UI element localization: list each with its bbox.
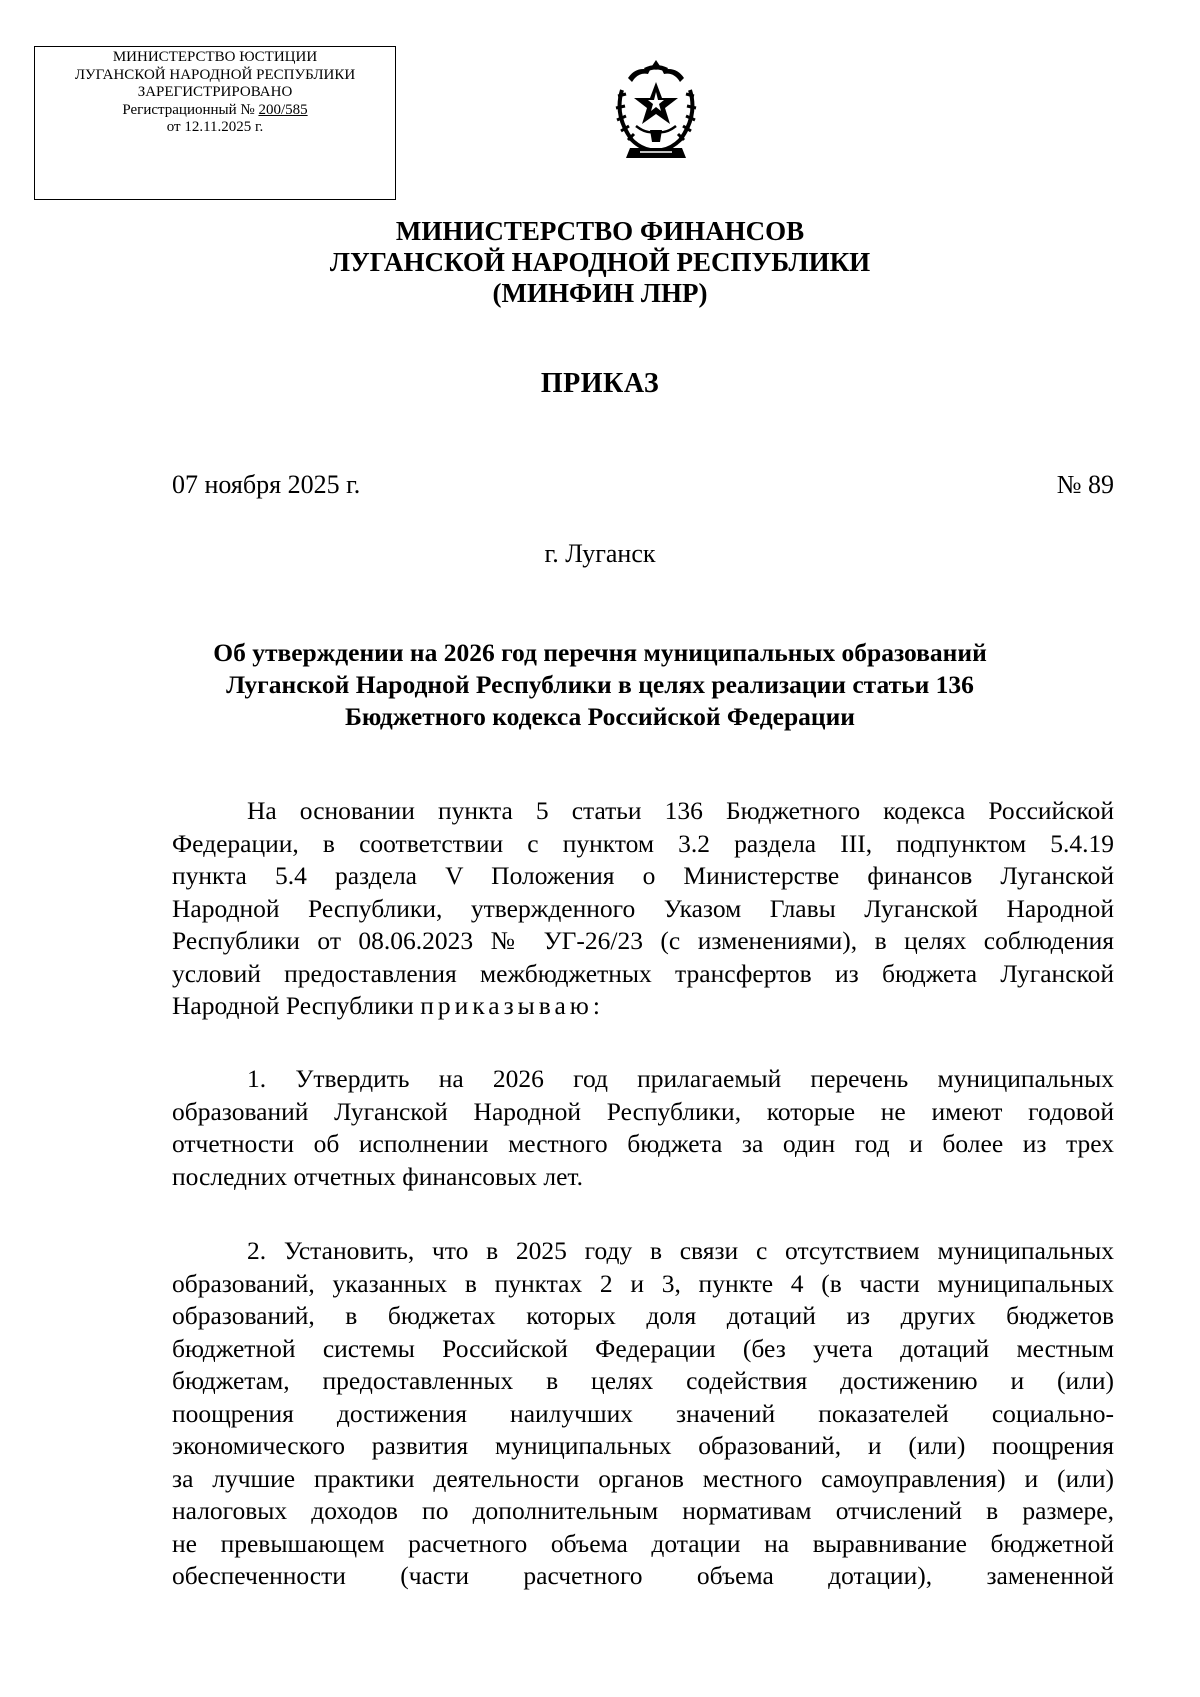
item-2-paragraph [172, 1235, 1114, 1593]
preamble-line: Народной Республики, утвержденного Указом Главы Луганской Народной [172, 893, 1114, 923]
item-2-line: поощрения достижения наилучших значений показателей социально- [172, 1398, 1114, 1428]
item-1-line: последних отчетных финансовых лет. [172, 1161, 583, 1191]
preamble-paragraph [172, 795, 1114, 1023]
stamp-reg-date: от 12.11.2025 г. [166, 119, 264, 135]
item-2-line: образований, указанных в пунктах 2 и 3, пункте 4 (в части муниципальных [172, 1268, 1114, 1298]
ministry-line-3: (МИНФИН ЛНР) [492, 278, 708, 308]
preamble-line: Республики от 08.06.2023 № УГ-26/23 (с изменениями), в целях соблюдения [172, 926, 1114, 955]
item-2-word: расчетного [523, 1561, 643, 1590]
city: г. Луганск [544, 539, 656, 568]
preamble-line: пункта 5.4 раздела V Положения о Министерстве финансов Луганской [172, 861, 1114, 890]
preamble-line: На основании пункта 5 статьи 136 Бюджетного кодекса Российской [247, 796, 1114, 825]
ministry-heading [0, 216, 1200, 309]
coat-of-arms-emblem [606, 56, 706, 164]
order-subject [0, 637, 1200, 733]
order-number: № 89 [1056, 470, 1114, 499]
item-2-line: налоговых доходов по дополнительным нормативам отчислений в размере, [172, 1496, 1114, 1525]
stamp-reg-number-line [35, 102, 395, 120]
item-2-line: образований, в бюджетах которых доля дотаций из других бюджетов [172, 1301, 1114, 1330]
item-2-line: 2. Установить, что в 2025 году в связи с отсутствием муниципальных [247, 1236, 1114, 1265]
item-1-paragraph [172, 1063, 1114, 1193]
preamble-last-line [172, 990, 1114, 1023]
subject-line-1: Об утверждении на 2026 год перечня муниципальных образований [213, 638, 987, 667]
preamble-line: условий предоставления межбюджетных трансфертов из бюджета Луганской [172, 958, 1114, 988]
stamp-line-3: ЗАРЕГИСТРИРОВАНО [137, 84, 293, 100]
item-2-line: бюджетам, предоставленных в целях содействия достижению и (или) [172, 1366, 1114, 1395]
item-2-word: (части [400, 1561, 470, 1590]
subject-line-3: Бюджетного кодекса Российской Федерации [344, 702, 855, 731]
document-type: ПРИКАЗ [540, 368, 660, 399]
stamp-reg-label: Регистрационный № [122, 101, 259, 118]
item-2-line: бюджетной системы Российской Федерации (без учета дотаций местным [172, 1333, 1114, 1363]
item-2-word: объема [696, 1561, 774, 1590]
item-2-last-line [172, 1560, 1114, 1593]
item-2-word: замененной [986, 1561, 1114, 1590]
item-1-line: образований Луганской Народной Республики, которые не имеют годовой [172, 1096, 1114, 1126]
stamp-line-2: ЛУГАНСКОЙ НАРОДНОЙ РЕСПУБЛИКИ [74, 66, 356, 83]
stamp-reg-number: 200/585 [258, 101, 308, 118]
item-2-word: дотации), [828, 1561, 933, 1590]
preamble-line: Федерации, в соответствии с пунктом 3.2 раздела III, подпунктом 5.4.19 [172, 828, 1114, 858]
registration-stamp [34, 46, 396, 200]
order-word: приказываю: [420, 991, 604, 1020]
item-2-line: за лучшие практики деятельности органов местного самоуправления) и (или) [172, 1463, 1114, 1493]
item-2-line: не превышающем расчетного объема дотации на выравнивание бюджетной [172, 1528, 1114, 1558]
item-1-line: 1. Утвердить на 2026 год прилагаемый перечень муниципальных [247, 1064, 1114, 1093]
item-2-line: экономического развития муниципальных образований, и (или) поощрения [172, 1431, 1114, 1460]
preamble-last-prefix: Народной Республики [172, 991, 421, 1020]
item-2-word: обеспеченности [172, 1561, 346, 1590]
ministry-line-1: МИНИСТЕРСТВО ФИНАНСОВ [395, 216, 805, 246]
ministry-line-2: ЛУГАНСКОЙ НАРОДНОЙ РЕСПУБЛИКИ [329, 247, 871, 277]
stamp-line-1: МИНИСТЕРСТВО ЮСТИЦИИ [112, 49, 318, 65]
subject-line-2: Луганской Народной Республики в целях реализации статьи 136 [226, 670, 974, 699]
order-date: 07 ноября 2025 г. [172, 470, 361, 499]
item-1-line: отчетности об исполнении местного бюджета за один год и более из трех [172, 1129, 1114, 1158]
